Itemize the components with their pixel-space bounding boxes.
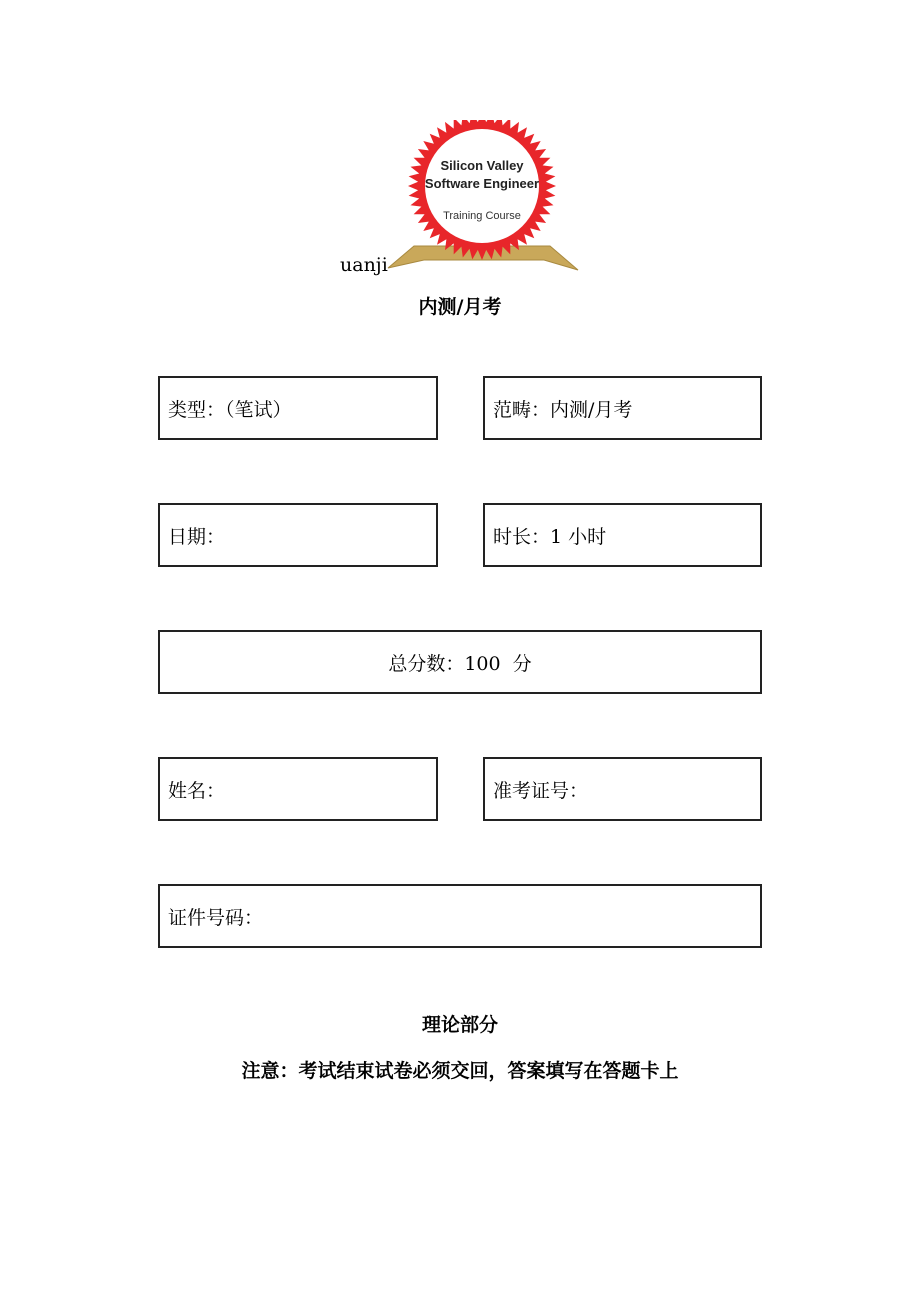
seal-graphic [384, 120, 580, 272]
stray-text: uanji [340, 254, 388, 276]
field-id-number [158, 884, 762, 948]
field-type [158, 376, 438, 440]
field-name-label: 姓名： [168, 779, 226, 802]
field-total-score [158, 630, 762, 694]
field-date-label: 日期： [168, 525, 226, 548]
field-type-label: 类型：（笔试） [168, 398, 292, 421]
logo-line3: Training Course [443, 210, 521, 222]
logo-line2: Software Engineer [424, 176, 540, 191]
exam-title: 内测/月考 [418, 296, 502, 318]
section-title: 理论部分 [421, 1014, 498, 1036]
field-category-label: 范畴：内测/月考 [493, 398, 633, 421]
field-total-score-label: 总分数：100 分 [388, 652, 532, 675]
field-exam-id [483, 757, 762, 821]
field-date [158, 503, 438, 567]
exam-notice: 注意：考试结束试卷必须交回，答案填写在答题卡上 [241, 1060, 679, 1082]
field-category [483, 376, 762, 440]
course-logo [384, 120, 580, 272]
logo-line1: Silicon Valley [440, 158, 524, 173]
field-duration [483, 503, 762, 567]
field-id-number-label: 证件号码： [168, 906, 264, 929]
field-duration-label: 时长：1 小时 [493, 525, 607, 548]
field-name [158, 757, 438, 821]
field-exam-id-label: 准考证号： [493, 779, 589, 802]
